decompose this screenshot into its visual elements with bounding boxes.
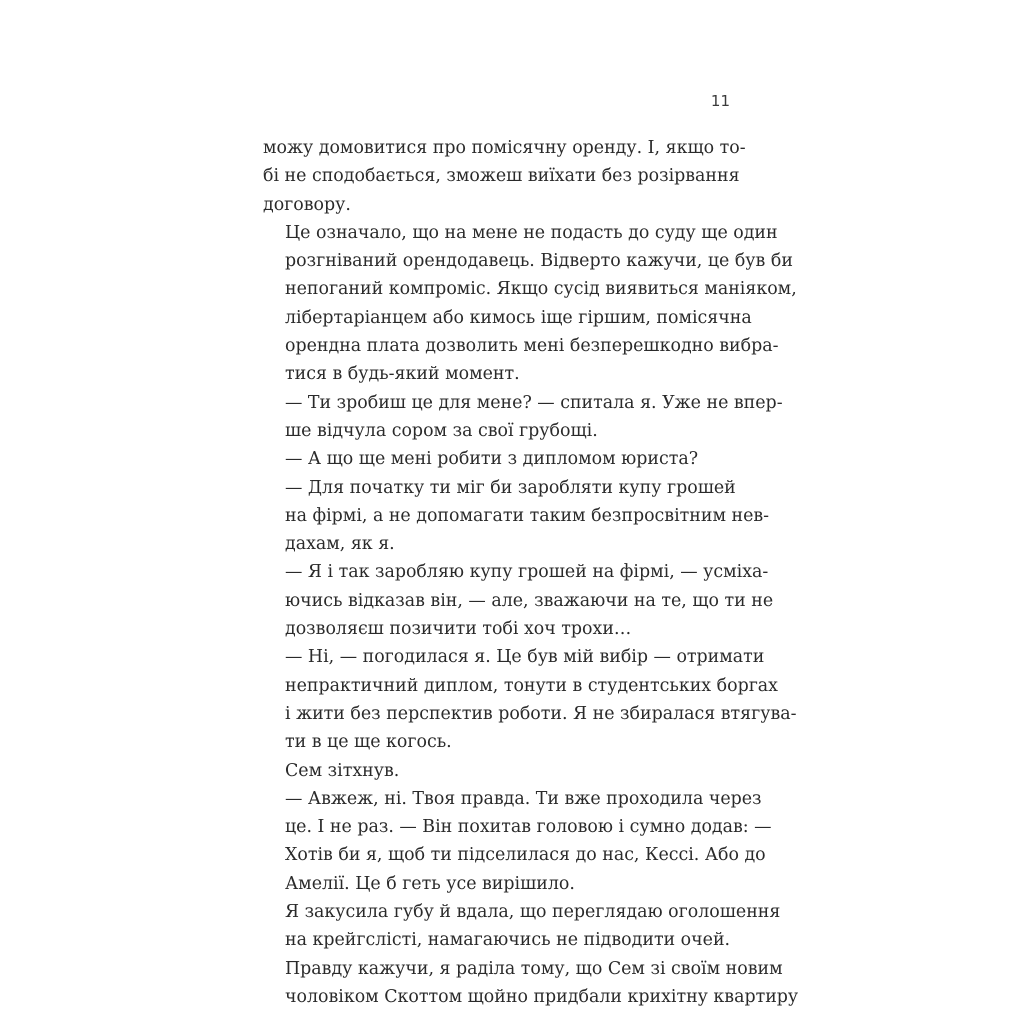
paragraph <box>263 445 730 473</box>
text-line: — Ти зробиш це для мене? — спитала я. Уже не впер- <box>285 392 783 413</box>
text-line: це. І не раз. — Він похитав головою і сумно додав: — <box>285 817 772 838</box>
text-line: Сем зітхнув. <box>285 760 400 781</box>
paragraph <box>263 898 781 955</box>
page-number: 11 <box>710 92 730 110</box>
text-line: на крейгслісті, намагаючись не підводити очей. <box>285 930 731 951</box>
paragraph <box>263 389 783 446</box>
text-line: можу домовитися про помісячну оренду. І, якщо то- <box>263 138 746 158</box>
text-line: — Для початку ти міг би заробляти купу грошей <box>285 477 736 498</box>
text-line: — Я і так заробляю купу грошей на фірмі, — усміха- <box>285 562 769 583</box>
paragraph <box>263 757 730 785</box>
text-line: — А що ще мені робити з дипломом юриста? <box>285 449 699 470</box>
text-line: непоганий компроміс. Якщо сусід виявиться маніяком, <box>285 279 797 300</box>
text-line: договору. <box>263 194 351 215</box>
text-line: — Авжеж, ні. Твоя правда. Ти вже проходила через <box>285 788 762 809</box>
paragraph <box>263 474 770 559</box>
paragraph <box>263 785 772 898</box>
text-line: Правду кажучи, я раділа тому, що Сем зі своїм новим <box>285 958 783 979</box>
text-line: Це означало, що на мене не подасть до суду ще один <box>285 222 778 243</box>
text-line: ти в це ще когось. <box>285 732 452 753</box>
text-line: дозволяєш позичити тобі хоч трохи… <box>285 619 632 640</box>
text-line: тися в будь-який момент. <box>285 364 520 385</box>
text-line: Я закусила губу й вдала, що переглядаю оголошення <box>285 902 781 923</box>
text-line: на фірмі, а не допомагати таким безпросвітним нев- <box>285 505 770 526</box>
text-line: ючись відказав він, — але, зважаючи на те, що ти не <box>285 590 774 611</box>
paragraph <box>263 643 797 756</box>
paragraph <box>263 219 797 389</box>
text-line: — Ні, — погодилася я. Це був мій вибір — отримати <box>285 647 765 668</box>
text-line: бі не сподобається, зможеш виїхати без розірвання <box>263 166 740 187</box>
paragraph <box>263 558 774 643</box>
text-line: орендна плата дозволить мені безперешкодно вибра- <box>285 336 779 357</box>
text-line: лібертаріанцем або кимось іще гіршим, помісячна <box>285 307 752 328</box>
paragraph <box>263 134 746 219</box>
text-line: і жити без перспектив роботи. Я не збиралася втягува- <box>285 703 797 724</box>
text-line: дахам, як я. <box>285 534 395 555</box>
text-line: Хотів би я, щоб ти підселилася до нас, Кессі. Або до <box>285 845 766 866</box>
text-line: чоловіком Скоттом щойно придбали крихітну квартиру <box>285 986 799 1007</box>
text-line: непрактичний диплом, тонути в студентських боргах <box>285 675 778 696</box>
text-line: розгніваний орендодавець. Відверто кажучи, це був би <box>285 251 793 272</box>
text-line: Амелії. Це б геть усе вирішило. <box>285 873 575 894</box>
text-line: ше відчула сором за свої грубощі. <box>285 420 598 441</box>
paragraph <box>263 955 799 1012</box>
body-text <box>263 134 799 1011</box>
